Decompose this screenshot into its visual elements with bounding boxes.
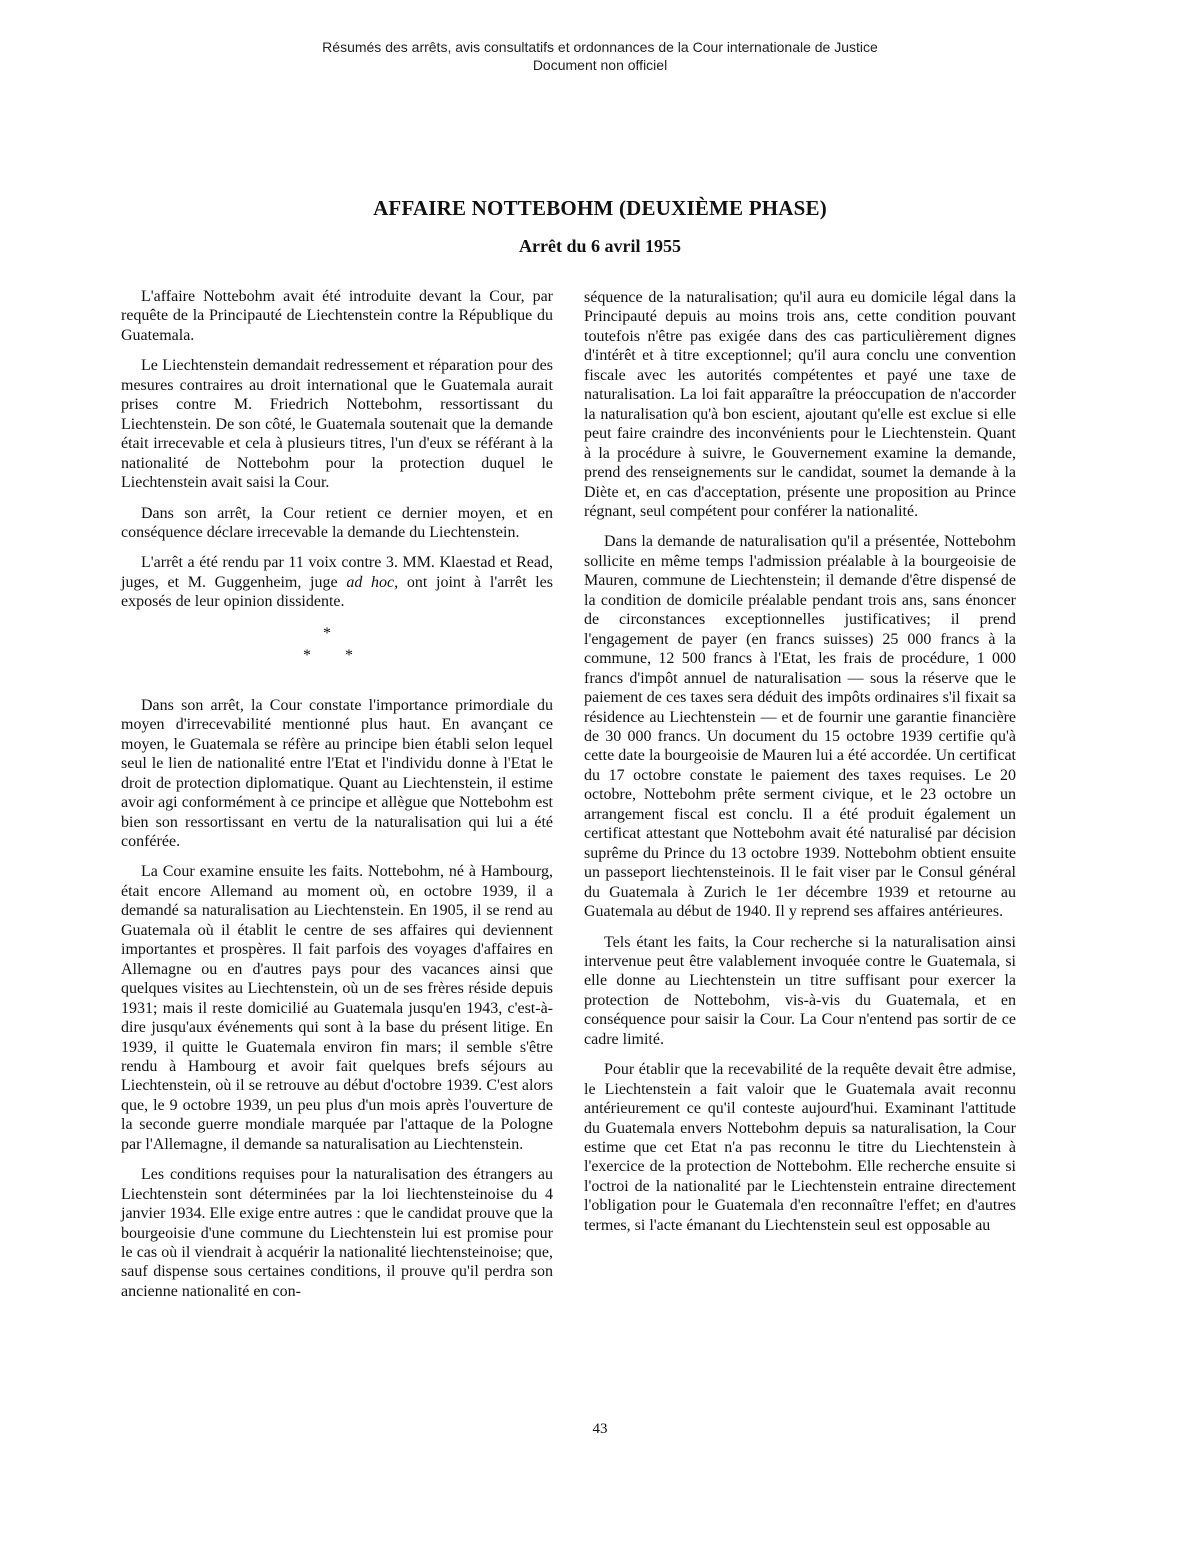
paragraph: Pour établir que la recevabilité de la requête devait être admise, le Liechtenstein a fait valoir que le Guatemala avait reconnu antérieurement ce qu'il conteste aujourd'hui. Examinant l'attitude du Guatemala envers Nottebohm depuis sa naturalisation, la Cour estime que cet Etat n'a pas reconnu le titre du Liechtenstein à l'exercice de la protection de Nottebohm. Elle recherche ensuite si l'octroi de la nationalité par le Liechtenstein entraine directement l'obligation pour le Guatemala d'en reconnaître l'effet; en d'autres termes, si l'acte émanant du Liechtenstein seul est opposable au	[584, 1061, 1016, 1234]
header-collection-title: Résumés des arrêts, avis consultatifs et ordonnances de la Cour internationale de Justice	[322, 39, 878, 55]
paragraph	[121, 553, 553, 611]
section-separator	[121, 624, 553, 688]
left-column	[121, 287, 553, 1312]
document-title: AFFAIRE NOTTEBOHM (DEUXIÈME PHASE)	[373, 196, 827, 220]
paragraph-text: L'arrêt a été rendu par 11 voix contre 3. MM. Klaestad et Read, juges, et M. Guggenheim, juge	[121, 554, 553, 591]
paragraph-text: , ont joint à l'arrêt les exposés de leur opinion dissidente.	[121, 573, 553, 611]
separator-star: *	[345, 646, 353, 664]
right-column	[584, 288, 1016, 1246]
paragraph: Le Liechtenstein demandait redressement et réparation pour des mesures contraires au droit international que le Guatemala aurait prises contre M. Friedrich Nottebohm, ressortissant du Liechtenstein. De son côté, le Guatemala soutenait que la demande était irrecevable et cela à plusieurs titres, l'un d'eux se référant à la nationalité de Nottebohm pour la protection duquel le Liechtenstein avait saisi la Cour.	[121, 357, 553, 492]
paragraph: séquence de la naturalisation; qu'il aura eu domicile légal dans la Principauté depuis au moins trois ans, cette condition pouvant toutefois n'être pas exigée dans des cas particulièrement dignes d'intérêt et à titre exceptionnel; qu'il aura conclu une convention fiscale avec les autorités compétentes et payé une taxe de naturalisation. La loi fait apparaître la préoccupation de n'accorder la naturalisation qu'à bon escient, ajoutant qu'elle est exclue si elle peut faire craindre des inconvénients pour le Liechtenstein. Quant à la procédure à suivre, le Gouvernement examine la demande, prend des renseignements sur le candidat, soumet la demande à la Diète et, en cas d'acceptation, présente une proposition au Prince régnant, seul compétent pour conférer la nationalité.	[584, 289, 1016, 520]
document-subtitle: Arrêt du 6 avril 1955	[519, 236, 681, 256]
paragraph: Les conditions requises pour la naturalisation des étrangers au Liechtenstein sont déterminées par la loi liechtensteinoise du 4 janvier 1934. Elle exige entre autres : que le candidat prouve que la bourgeoisie d'une commune du Liechtenstein lui est promise pour le cas où il viendrait à acquérir la nationalité liechtensteinoise; que, sauf dispense sous certaines conditions, il prouve qu'il perdra son ancienne nationalité en con-	[121, 1166, 553, 1300]
paragraph: L'affaire Nottebohm avait été introduite devant la Cour, par requête de la Principauté de Liechtenstein contre la République du Guatemala.	[121, 288, 553, 344]
paragraph: Dans la demande de naturalisation qu'il a présentée, Nottebohm sollicite en même temps l'admission préalable à la bourgeoisie de Mauren, commune de Liechtenstein; il demande d'être dispensé de la condition de domicile préalable pendant trois ans, sans énoncer de circonstances exceptionnelles justificatives; il prend l'engagement de payer (en francs suisses) 25 000 francs à la commune, 12 500 francs à l'Etat, les frais de procédure, 1 000 francs d'impôt annuel de naturalisation — sous la réserve que le paiement de ces taxes sera déduit des impôts ordinaires s'il fixait sa résidence au Liechtenstein — et de fournir une garantie financière de 30 000 francs. Un document du 15 octobre 1939 certifie qu'à cette date la bourgeoisie de Mauren lui a été accordée. Un certificat du 17 octobre constate le paiement des taxes requises. Le 20 octobre, Nottebohm prête serment civique, et le 23 octobre un arrangement fiscal est conclu. Il a été produit également un certificat attestant que Nottebohm avait été naturalisé par décision suprême du Prince du 13 octobre 1939. Nottebohm obtient ensuite un passeport liechtensteinois. Il le fait viser par le Consul général du Guatemala à Zurich le 1er décembre 1939 et retourne au Guatemala au début de 1940. Il y reprend ses affaires antérieures.	[584, 533, 1016, 921]
header-unofficial-note: Document non officiel	[532, 57, 668, 73]
page-header	[0, 38, 1200, 74]
paragraph: La Cour examine ensuite les faits. Nottebohm, né à Hambourg, était encore Allemand au moment où, en octobre 1939, il a demandé sa naturalisation au Liechtenstein. En 1905, il se rend au Guatemala où il établit le centre de ses affaires qui deviennent importantes et prospères. Il fait parfois des voyages d'affaires en Allemagne ou en d'autres pays pour des vacances ainsi que quelques visites au Liechtenstein, où un de ses frères réside depuis 1931; mais il reste domicilié au Guatemala jusqu'en 1943, c'est-à-dire jusqu'aux événements qui sont à la base du présent litige. En 1939, il quitte le Guatemala environ fin mars; il semble s'être rendu à Hambourg et avoir fait quelques brefs séjours au Liechtenstein, où il se retrouve au début d'octobre 1939. C'est alors que, le 9 octobre 1939, un peu plus d'un mois après l'ouverture de la seconde guerre mondiale marquée par l'attaque de la Pologne par l'Allemagne, il demande sa naturalisation au Liechtenstein.	[121, 863, 553, 1153]
page-number: 43	[592, 1421, 608, 1437]
paragraph: Dans son arrêt, la Cour retient ce dernier moyen, et en conséquence déclare irrecevable la demande du Liechtenstein.	[121, 504, 553, 541]
paragraph: Dans son arrêt, la Cour constate l'importance primordiale du moyen d'irrecevabilité mentionné plus haut. En avançant ce moyen, le Guatemala se réfère au principe bien établi selon lequel seul le lien de nationalité entre l'Etat et l'individu donne à l'Etat le droit de protection diplomatique. Quant au Liechtenstein, il estime avoir agi conformément à ce principe et allègue que Nottebohm est bien son ressortissant en vertu de la naturalisation qui lui a été conférée.	[121, 696, 553, 850]
separator-star: *	[303, 646, 311, 664]
paragraph: Tels étant les faits, la Cour recherche si la naturalisation ainsi intervenue peut être valablement invoquée contre le Guatemala, si elle donne au Liechtenstein un titre suffisant pour exercer la protection de Nottebohm, vis-à-vis du Guatemala, et en conséquence pour saisir la Cour. La Cour n'entend pas sortir de ce cadre limité.	[584, 933, 1016, 1048]
italic-term: ad hoc	[346, 573, 395, 591]
separator-star: *	[323, 624, 331, 642]
